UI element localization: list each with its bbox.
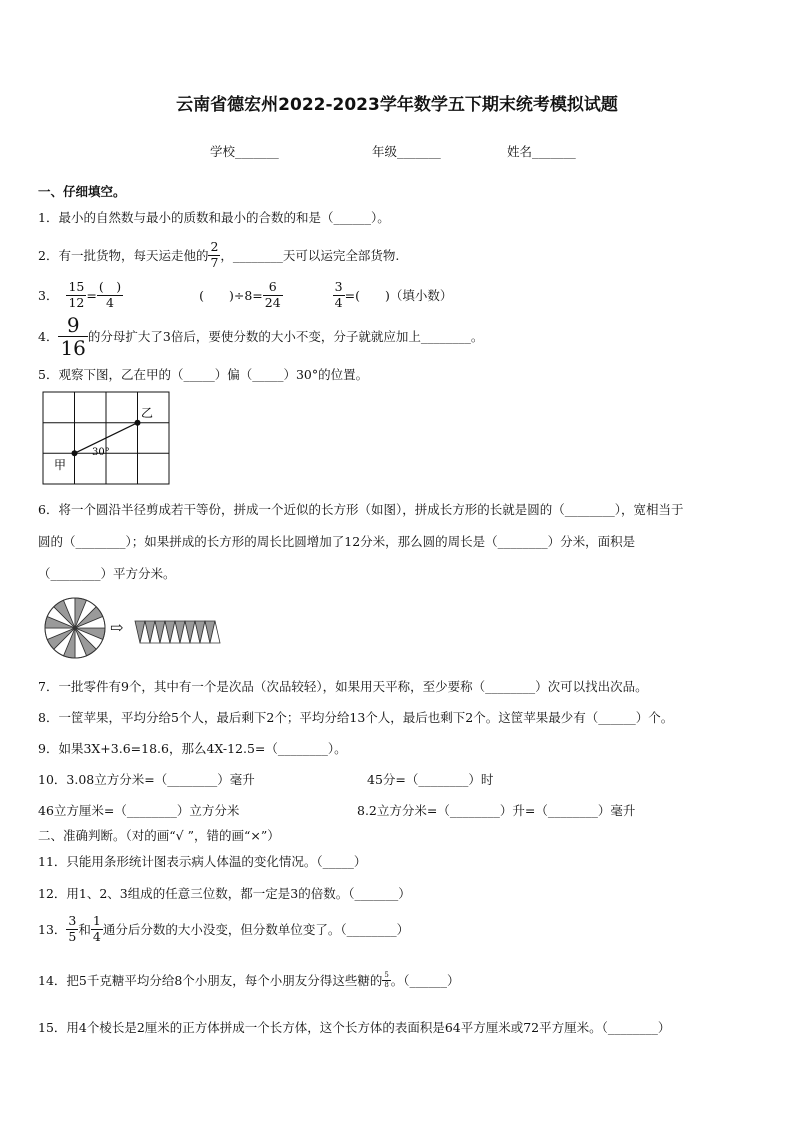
question-1: 1．最小的自然数与最小的质数和最小的合数的和是（______）。 (38, 210, 390, 225)
grid-figure (42, 391, 172, 487)
fraction: $\frac{6}{24}$ (264, 279, 281, 310)
section-2-heading: 二、准确判断。（对的画“√ ”，错的画“×”） (38, 828, 280, 843)
page-title: 云南省德宏州2022-2023学年数学五下期末统考模拟试题 (176, 95, 618, 115)
circle-sectors-figure (42, 596, 114, 660)
label-a: 甲 (54, 458, 67, 472)
question-2: 2．有一批货物，每天运走他的 $\frac{2}{7}$ ，________天可以运完全部货物. (38, 239, 400, 270)
fraction: $\frac{2}{7}$ (210, 239, 219, 270)
fraction: $\frac{3}{5}$ (68, 913, 77, 944)
angle-label: 30° (92, 447, 110, 458)
point-b (135, 420, 141, 426)
question-11: 11．只能用条形统计图表示病人体温的变化情况。（_____） (38, 854, 367, 869)
school-field: 学校_______ (210, 144, 279, 159)
question-3: 3． $\frac{15}{12}$ = $\frac{( )}{4}$ ( )÷8= $\frac{6}{24}$ $\frac{3}{4}$ =( )（填小数） (38, 279, 453, 310)
question-13: 13． $\frac{3}{5}$ 和 $\frac{1}{4}$ 通分后分数的大小没变，但分数单位变了。（________） (38, 913, 410, 944)
fraction: $\frac{15}{12}$ (68, 279, 85, 310)
question-12: 12．用1、2、3组成的任意三位数，都一定是3的倍数。（_______） (38, 886, 411, 901)
question-6-line-3: （________）平方分米。 (38, 566, 176, 581)
question-10c: 46立方厘米=（________）立方分米 (38, 803, 240, 818)
grade-field: 年级_______ (372, 144, 441, 159)
question-6-line-1: 6．将一个圆沿半径剪成若干等份，拼成一个近似的长方形（如图），拼成长方形的长就是圆的（________），宽相当于 (38, 502, 684, 517)
fraction: $\frac{( )}{4}$ (98, 279, 122, 310)
fraction: $\frac{3}{4}$ (334, 279, 343, 310)
question-10a: 10．3.08立方分米=（________）毫升 (38, 772, 255, 787)
question-6-line-2: 圆的（________）；如果拼成的长方形的周长比圆增加了12分米，那么圆的周长是（________）分米，面积是 (38, 534, 636, 549)
section-1-heading: 一、仔细填空。 (38, 184, 126, 199)
question-14: 14．把5千克糖平均分给8个小朋友，每个小朋友分得这些糖的 $\frac{5}{8}$ 。（______） (38, 970, 460, 989)
rectangle-strips-figure (133, 619, 225, 645)
question-4: 4． $\frac{9}{16}$ 的分母扩大了3倍后，要使分数的大小不变，分子就就应加上________。 (38, 312, 484, 360)
question-7: 7．一批零件有9个，其中有一个是次品（次品较轻），如果用天平称，至少要称（________）次可以找出次品。 (38, 679, 648, 694)
question-10b: 45分=（________）时 (367, 772, 494, 787)
question-10d: 8.2立方分米=（________）升=（________）毫升 (357, 803, 636, 818)
fraction: $\frac{9}{16}$ (60, 312, 86, 360)
question-5: 5．观察下图，乙在甲的（_____）偏（_____）30°的位置。 (38, 367, 369, 382)
fraction: $\frac{1}{4}$ (92, 913, 101, 944)
question-8: 8．一筐苹果，平均分给5个人，最后剩下2个；平均分给13个人，最后也剩下2个。这筐苹果最少有（______）个。 (38, 710, 674, 725)
name-field: 姓名_______ (507, 144, 576, 159)
label-b: 乙 (141, 406, 154, 420)
arrow-icon: ⇨ (110, 618, 124, 637)
fraction: $\frac{5}{8}$ (384, 970, 389, 989)
point-a (72, 450, 78, 456)
question-15: 15．用4个棱长是2厘米的正方体拼成一个长方体，这个长方体的表面积是64平方厘米或72平方厘米。（________） (38, 1020, 671, 1035)
question-9: 9．如果3X+3.6=18.6，那么4X-12.5=（________）。 (38, 741, 347, 756)
